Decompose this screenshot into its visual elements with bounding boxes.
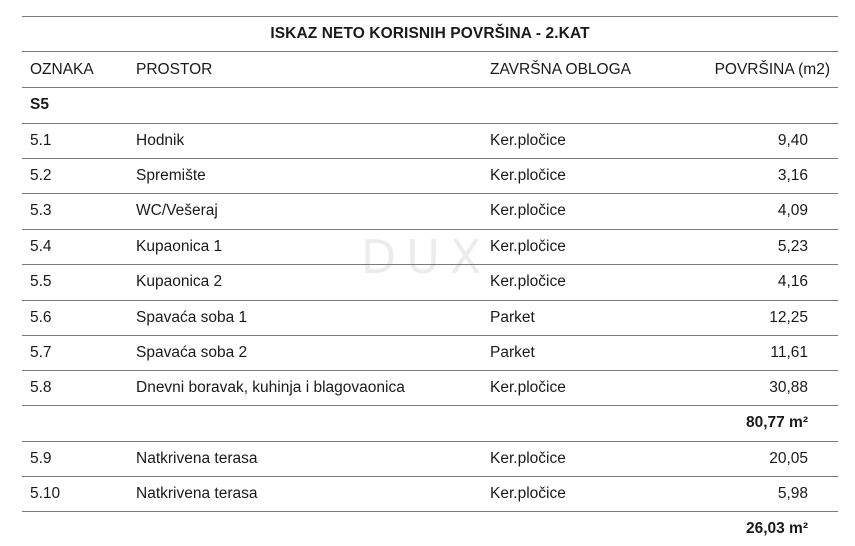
cell-povrsina: 11,61 [770, 343, 808, 361]
cell-oznaka: 5.6 [30, 308, 52, 326]
cell-obloga: Ker.pločice [490, 166, 566, 184]
cell-oznaka: 5.8 [30, 378, 52, 396]
cell-obloga: Ker.pločice [490, 378, 566, 396]
table-row [22, 158, 838, 193]
table-title: ISKAZ NETO KORISNIH POVRŠINA - 2.KAT [270, 24, 590, 42]
cell-oznaka: 5.7 [30, 343, 52, 361]
cell-prostor: Spremište [136, 166, 206, 184]
cell-prostor: Natkrivena terasa [136, 484, 258, 502]
cell-obloga: Ker.pločice [490, 272, 566, 290]
cell-povrsina: 12,25 [769, 308, 808, 326]
header-prostor: PROSTOR [136, 60, 213, 78]
cell-prostor: Spavaća soba 2 [136, 343, 248, 361]
cell-oznaka: 5.4 [30, 237, 52, 255]
cell-povrsina: 3,16 [777, 166, 808, 184]
cell-prostor: Dnevni boravak, kuhinja i blagovaonica [136, 378, 405, 396]
cell-povrsina: 30,88 [769, 378, 808, 396]
subtotal-2-value: 26,03 m² [745, 519, 808, 537]
cell-oznaka: 5.5 [30, 272, 52, 290]
header-povrsina: POVRŠINA (m2) [714, 60, 830, 78]
table-row [22, 300, 838, 335]
cell-prostor: Kupaonica 2 [136, 272, 223, 290]
cell-oznaka: 5.1 [30, 131, 52, 149]
section-label: S5 [30, 95, 49, 113]
cell-oznaka: 5.10 [30, 484, 61, 502]
table-row [22, 264, 838, 299]
header-oznaka: OZNAKA [30, 60, 94, 78]
cell-oznaka: 5.2 [30, 166, 52, 184]
table-row [22, 441, 838, 476]
cell-obloga: Parket [490, 308, 535, 326]
cell-povrsina: 20,05 [769, 449, 808, 467]
cell-oznaka: 5.9 [30, 449, 52, 467]
cell-obloga: Ker.pločice [490, 449, 566, 467]
cell-obloga: Ker.pločice [490, 484, 566, 502]
cell-prostor: Spavaća soba 1 [136, 308, 248, 326]
cell-povrsina: 4,09 [777, 201, 808, 219]
cell-povrsina: 4,16 [777, 272, 808, 290]
section-row [22, 87, 838, 122]
header-row [22, 52, 838, 87]
table-row [22, 335, 838, 370]
subtotal-1-value: 80,77 m² [745, 413, 808, 431]
cell-obloga: Ker.pločice [490, 201, 566, 219]
table-row [22, 476, 838, 511]
cell-povrsina: 5,23 [777, 237, 808, 255]
table-row [22, 370, 838, 405]
cell-prostor: Kupaonica 1 [136, 237, 223, 255]
cell-obloga: Ker.pločice [490, 131, 566, 149]
cell-prostor: WC/Vešeraj [136, 201, 218, 219]
table-row [22, 193, 838, 228]
cell-prostor: Hodnik [136, 131, 185, 149]
cell-obloga: Ker.pločice [490, 237, 566, 255]
subtotal-row-1 [22, 405, 838, 440]
cell-povrsina: 9,40 [777, 131, 808, 149]
cell-povrsina: 5,98 [777, 484, 808, 502]
cell-obloga: Parket [490, 343, 535, 361]
watermark-text: DUX [360, 230, 492, 284]
subtotal-row-2 [22, 511, 838, 546]
cell-prostor: Natkrivena terasa [136, 449, 258, 467]
table-row [22, 229, 838, 264]
header-obloga: ZAVRŠNA OBLOGA [490, 60, 631, 78]
cell-oznaka: 5.3 [30, 201, 52, 219]
table-row [22, 123, 838, 158]
